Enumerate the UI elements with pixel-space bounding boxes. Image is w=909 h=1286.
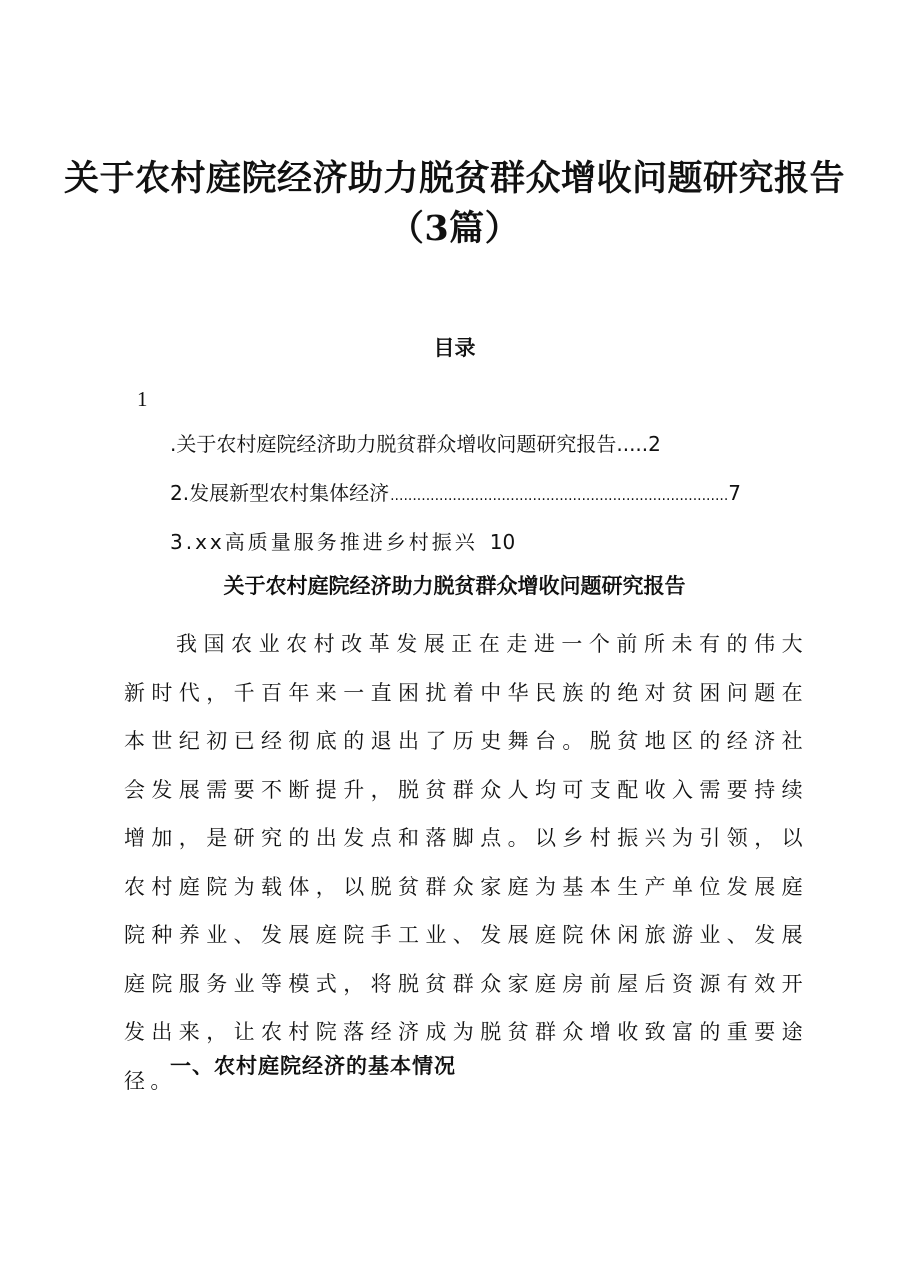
- section-subheading: 一、农村庭院经济的基本情况: [170, 1054, 456, 1078]
- section-title: 关于农村庭院经济助力脱贫群众增收问题研究报告: [223, 573, 686, 598]
- toc-entry-label: .关于农村庭院经济助力脱贫群众增收问题研究报告: [170, 432, 617, 456]
- document-title: 关于农村庭院经济助力脱贫群众增收问题研究报告（3篇）: [63, 158, 845, 249]
- toc-entry-3[interactable]: [170, 527, 515, 557]
- toc-number-line: 1: [137, 387, 148, 411]
- toc-entry-label: 3.xx高质量服务推进乡村振兴: [170, 530, 478, 554]
- toc-heading: 目录: [433, 335, 476, 360]
- toc-entry-2[interactable]: [170, 478, 741, 511]
- toc-entry-page: 10: [489, 530, 516, 554]
- toc-entry-dots: .....: [616, 432, 649, 456]
- toc-entry-label: 2.发展新型农村集体经济: [170, 481, 390, 505]
- toc-entry-page: 2: [648, 432, 661, 456]
- toc-entry-1[interactable]: [170, 429, 661, 459]
- toc-entry-page: 7: [728, 481, 741, 505]
- toc-dot-leader: [390, 481, 727, 511]
- body-paragraph: 我国农业农村改革发展正在走进一个前所未有的伟大新时代，千百年来一直困扰着中华民族的绝对贫困问题在本世纪初已经彻底的退出了历史舞台。脱贫地区的经济社会发展需要不断提升，脱贫群众人均可支配收入需要持续增加，是研究的出发点和落脚点。以乡村振兴为引领，以农村庭院为载体，以脱贫群众家庭为基本生产单位发展庭院种养业、发展庭院手工业、发展庭院休闲旅游业、发展庭院服务业等模式，将脱贫群众家庭房前屋后资源有效开发出来，让农村院落经济成为脱贫群众增收致富的重要途径。: [124, 632, 808, 1093]
